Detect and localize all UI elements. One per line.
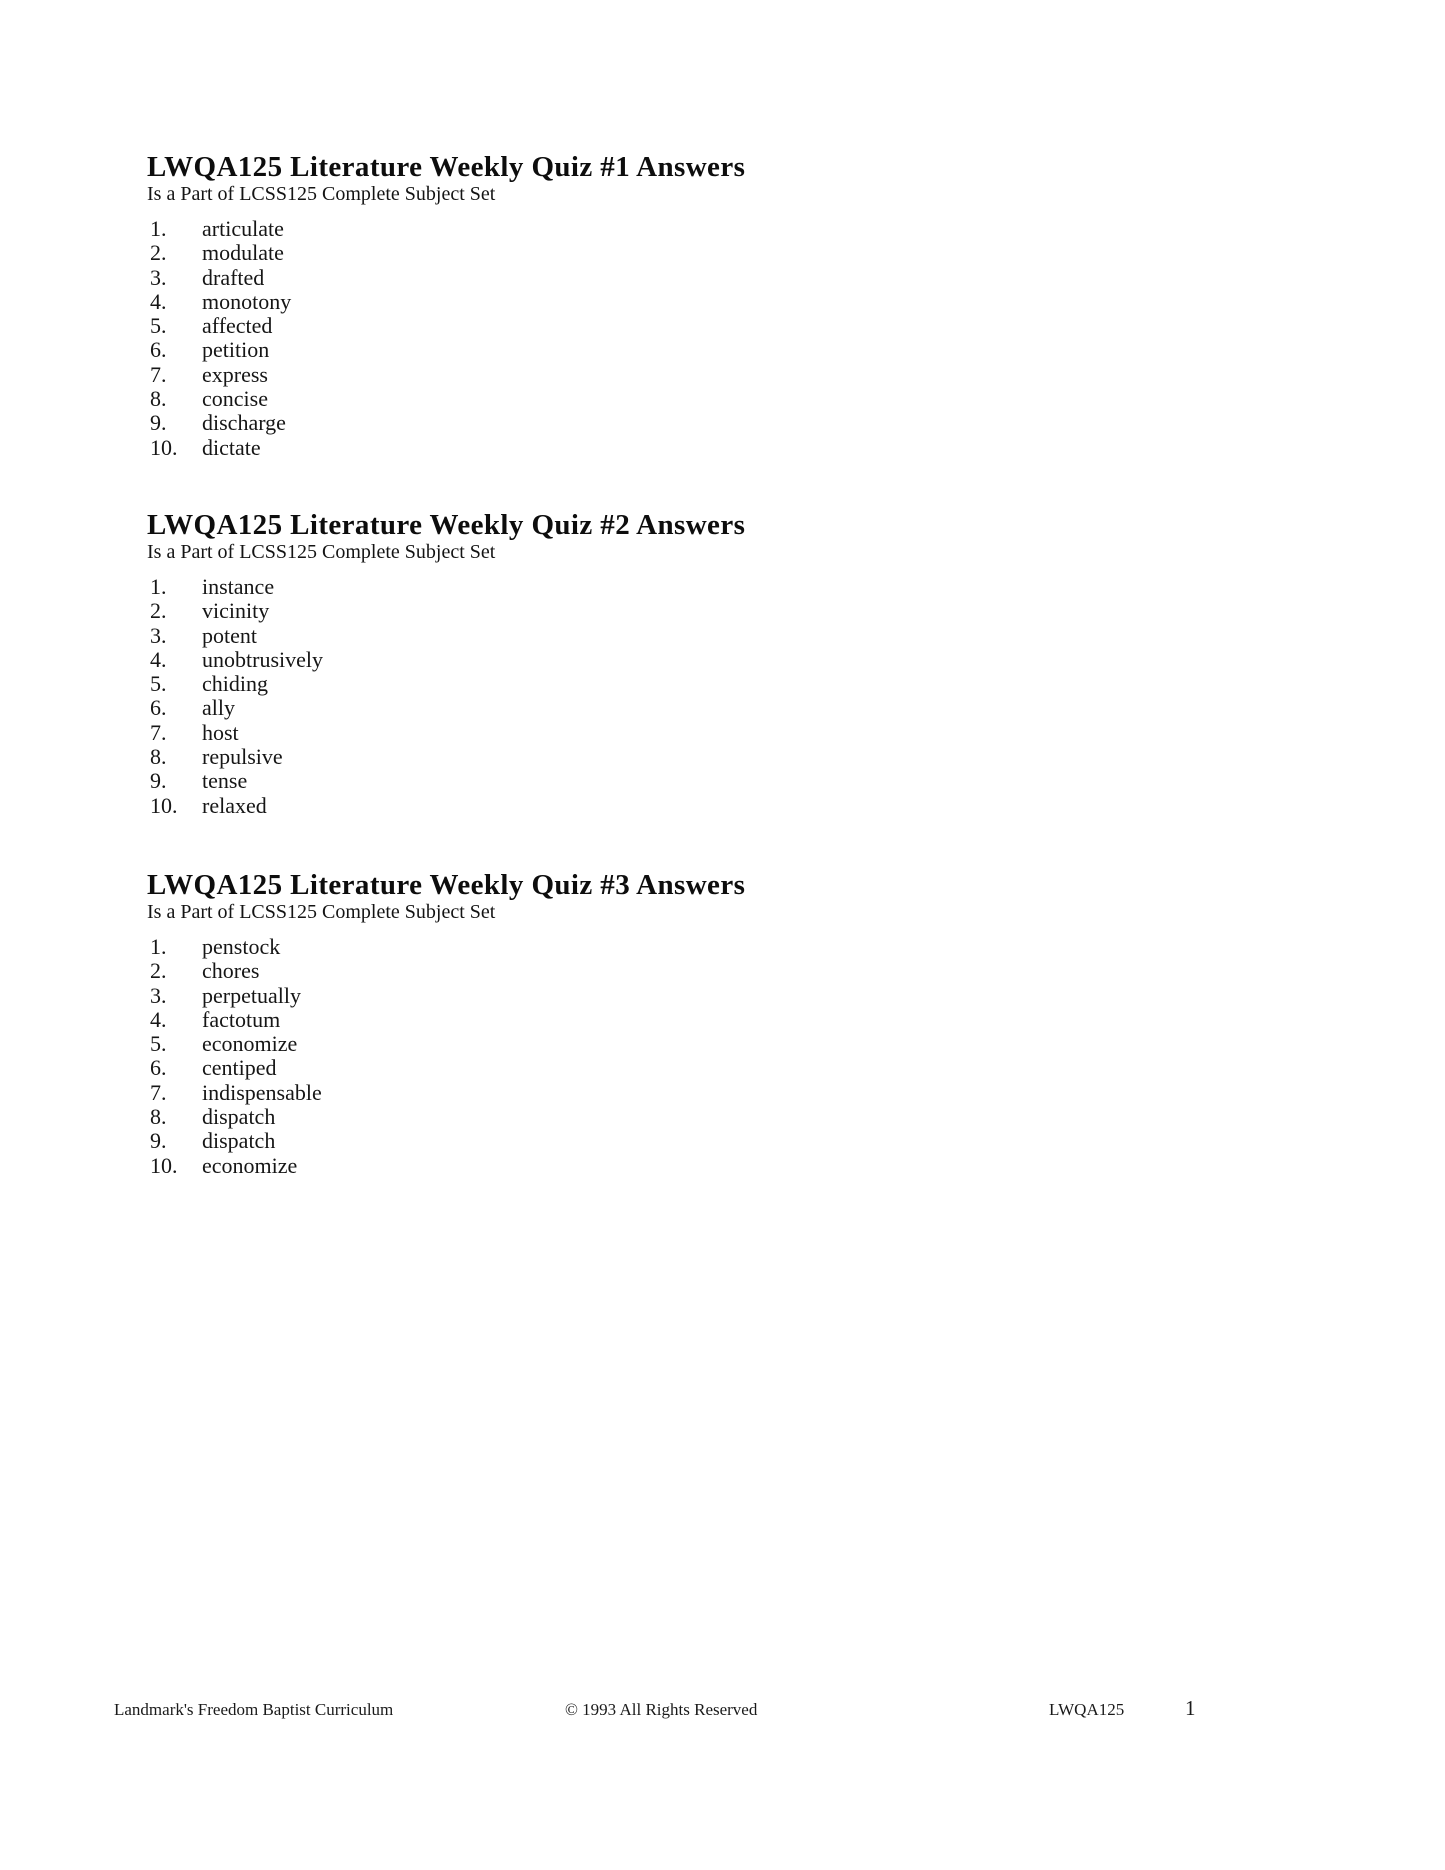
answer-word: monotony	[202, 288, 292, 314]
quiz-2-answer-list	[147, 575, 1247, 818]
answer-word: tense	[202, 768, 248, 794]
answer-word: articulate	[202, 216, 284, 241]
answer-number: 4.	[150, 1006, 167, 1032]
quiz-3-section	[147, 870, 1247, 1178]
answer-row	[147, 217, 1247, 241]
answer-row	[147, 411, 1247, 435]
answer-row	[147, 387, 1247, 411]
quiz-2-section	[147, 510, 1247, 818]
answer-word: vicinity	[202, 598, 270, 624]
answer-number: 3.	[150, 264, 167, 290]
quiz-1-section	[147, 152, 1247, 460]
answer-word: discharge	[202, 410, 286, 436]
answer-row	[147, 575, 1247, 599]
answer-row	[147, 648, 1247, 672]
answer-number: 8.	[150, 386, 167, 412]
page-content	[147, 0, 1247, 1178]
answer-row	[147, 1081, 1247, 1105]
answer-number: 4.	[150, 288, 167, 314]
answer-row	[147, 436, 1247, 460]
answer-word: economize	[202, 1152, 298, 1178]
answer-number: 10.	[150, 792, 178, 818]
answer-number: 1.	[150, 216, 167, 241]
answer-number: 9.	[150, 410, 167, 436]
answer-row	[147, 1056, 1247, 1080]
answer-number: 10.	[150, 434, 178, 460]
answer-number: 5.	[150, 313, 167, 339]
answer-number: 7.	[150, 719, 167, 745]
footer-document-code: LWQA125	[1049, 1700, 1125, 1719]
answer-word: perpetually	[202, 982, 301, 1008]
answer-row	[147, 624, 1247, 648]
answer-number: 7.	[150, 361, 167, 387]
answer-row	[147, 338, 1247, 362]
answer-word: centiped	[202, 1055, 277, 1081]
answer-word: affected	[202, 313, 273, 339]
answer-word: dictate	[202, 434, 261, 460]
footer-page-number: 1	[1185, 1696, 1196, 1720]
answer-row	[147, 1008, 1247, 1032]
answer-number: 9.	[150, 1128, 167, 1154]
answer-row	[147, 794, 1247, 818]
answer-number: 8.	[150, 1104, 167, 1130]
answer-row	[147, 290, 1247, 314]
quiz-1-answer-list	[147, 217, 1247, 460]
answer-word: ally	[202, 695, 235, 721]
answer-number: 2.	[150, 598, 167, 624]
quiz-2-title: LWQA125 Literature Weekly Quiz #2 Answers	[147, 508, 746, 541]
answer-row	[147, 1154, 1247, 1178]
answer-word: potent	[202, 622, 257, 648]
answer-row	[147, 745, 1247, 769]
answer-row	[147, 314, 1247, 338]
answer-word: host	[202, 719, 239, 745]
answer-row	[147, 769, 1247, 793]
answer-row	[147, 599, 1247, 623]
answer-number: 3.	[150, 622, 167, 648]
answer-number: 2.	[150, 240, 167, 266]
answer-number: 5.	[150, 1031, 167, 1057]
answer-word: penstock	[202, 933, 281, 959]
answer-word: indispensable	[202, 1079, 322, 1105]
quiz-3-answer-list	[147, 935, 1247, 1178]
answer-word: petition	[202, 337, 270, 363]
answer-row	[147, 1129, 1247, 1153]
answer-word: concise	[202, 386, 268, 412]
answer-number: 10.	[150, 1152, 178, 1178]
answer-number: 1.	[150, 933, 167, 959]
answer-word: repulsive	[202, 744, 283, 770]
answer-word: dispatch	[202, 1104, 276, 1130]
answer-number: 6.	[150, 695, 167, 721]
answer-row	[147, 266, 1247, 290]
answer-row	[147, 672, 1247, 696]
answer-number: 2.	[150, 958, 167, 984]
answer-word: modulate	[202, 240, 284, 266]
answer-word: express	[202, 361, 268, 387]
answer-number: 5.	[150, 671, 167, 697]
answer-word: relaxed	[202, 792, 267, 818]
answer-word: chores	[202, 958, 260, 984]
answer-row	[147, 1105, 1247, 1129]
footer-publisher: Landmark's Freedom Baptist Curriculum	[114, 1700, 394, 1719]
answer-row	[147, 363, 1247, 387]
answer-number: 1.	[150, 573, 167, 599]
answer-word: unobtrusively	[202, 646, 323, 672]
footer-copyright: © 1993 All Rights Reserved	[565, 1700, 758, 1719]
quiz-3-subtitle: Is a Part of LCSS125 Complete Subject Set	[147, 900, 496, 923]
answer-word: factotum	[202, 1006, 281, 1032]
answer-row	[147, 696, 1247, 720]
answer-number: 3.	[150, 982, 167, 1008]
answer-number: 7.	[150, 1079, 167, 1105]
answer-row	[147, 984, 1247, 1008]
answer-number: 4.	[150, 646, 167, 672]
quiz-3-title: LWQA125 Literature Weekly Quiz #3 Answers	[147, 868, 746, 901]
answer-number: 6.	[150, 337, 167, 363]
answer-row	[147, 1032, 1247, 1056]
answer-row	[147, 241, 1247, 265]
answer-number: 8.	[150, 744, 167, 770]
quiz-1-title: LWQA125 Literature Weekly Quiz #1 Answers	[147, 151, 746, 183]
answer-word: instance	[202, 573, 275, 599]
answer-number: 6.	[150, 1055, 167, 1081]
answer-row	[147, 935, 1247, 959]
answer-word: chiding	[202, 671, 268, 697]
answer-word: drafted	[202, 264, 265, 290]
answer-row	[147, 721, 1247, 745]
quiz-1-subtitle: Is a Part of LCSS125 Complete Subject Set	[147, 183, 496, 205]
answer-word: economize	[202, 1031, 298, 1057]
answer-number: 9.	[150, 768, 167, 794]
answer-row	[147, 959, 1247, 983]
page-footer	[0, 1698, 1445, 1728]
quiz-2-subtitle: Is a Part of LCSS125 Complete Subject Set	[147, 540, 496, 563]
answer-word: dispatch	[202, 1128, 276, 1154]
